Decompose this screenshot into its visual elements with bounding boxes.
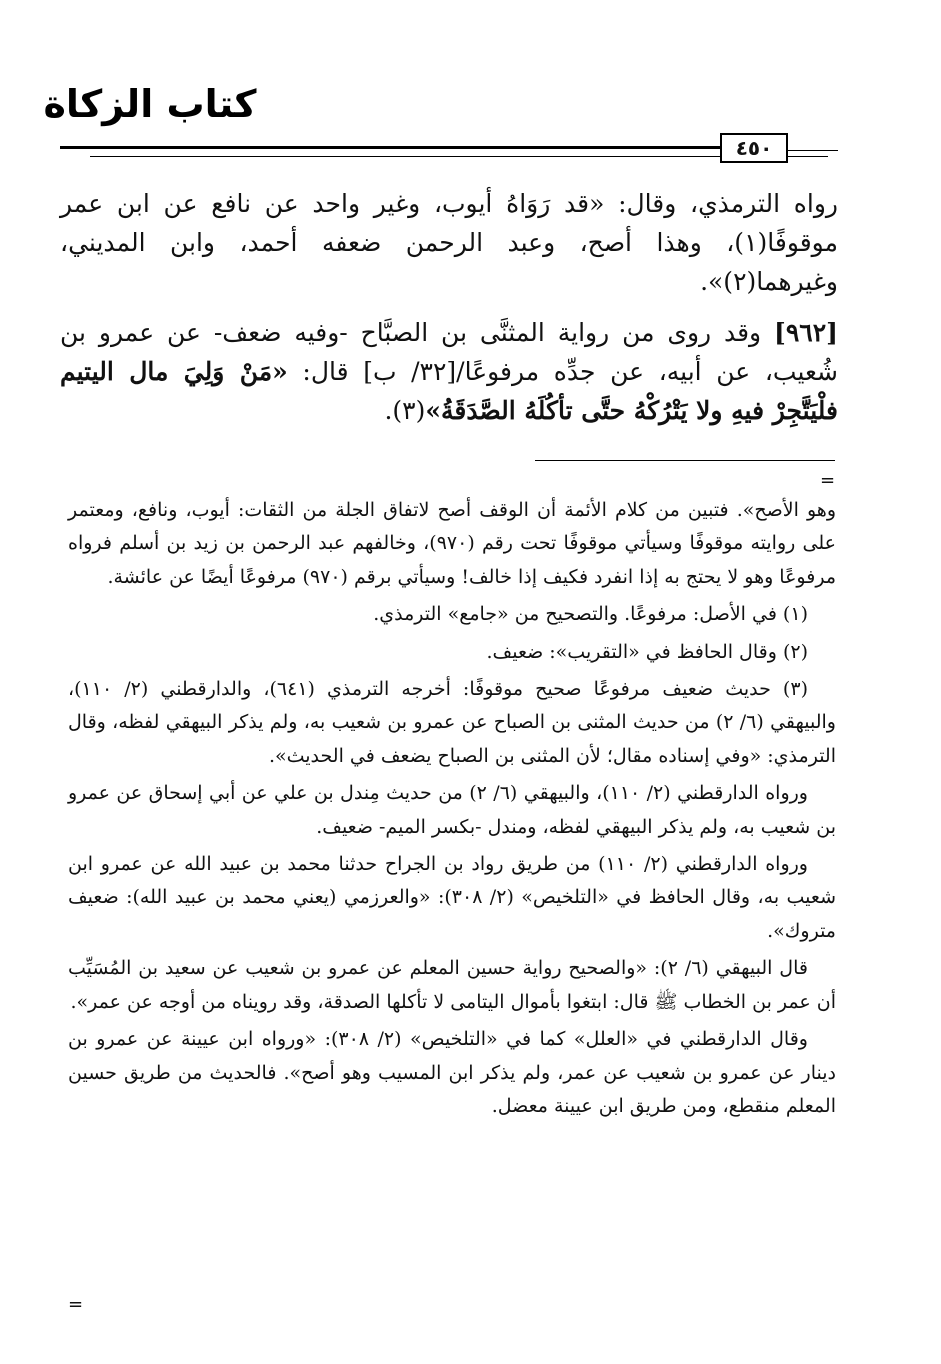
page-number: ٤٥٠ (720, 133, 788, 163)
footnote-3-paragraph-3: ورواه الدارقطني (٢/ ١١٠) من طريق رواد بن الجراح حدثنا محمد بن عبيد الله عن عمرو ابن شعيب به، وقال الحافظ في «التلخيص» (٢/ ٣٠٨): «والعرزمي (يعني محمد بن عبيد الله): ضعيف متروك». (68, 853, 836, 942)
footnote-continuation: وهو الأصح». فتبين من كلام الأئمة أن الوقف أصح لاتفاق الجلة من الثقات: أيوب، ونافع، ومعتمر على روايته موقوفًا وسيأتي موقوفًا تحت رقم (٩٧٠)، وخالفهم عبد الرحمن بن زيد بن أسلم فرواه مرفوعًا وهو لا يحتج به إذا انفرد فكيف إذا خالف! وسيأتي برقم (٩٧٠) مرفوعًا أيضًا عن عائشة. (68, 499, 836, 588)
header-rule-thin (90, 156, 720, 157)
footnote-2: (٢) وقال الحافظ في «التقريب»: ضعيف. (486, 640, 808, 663)
page-header (0, 0, 941, 175)
main-paragraph-2 (60, 313, 838, 430)
header-rule-right-lower (788, 156, 828, 157)
footnote-3-paragraph-2: ورواه الدارقطني (٢/ ١١٠)، والبيهقي (٦/ ٢) من حديث مِندل بن علي عن أبي إسحاق عن عمرو بن شعيب به، ولم يذكر البيهقي لفظه، ومندل -بكسر الميم- ضعيف. (68, 782, 836, 838)
footnote-continued-marker: = (820, 470, 836, 491)
header-rule-thick (60, 146, 720, 149)
hadith-footnote-ref: (٣). (384, 396, 426, 425)
footnote-separator (535, 460, 835, 461)
hadith-text: «مَنْ وَلِيَ مال اليتيم فلْيَتَّجِرْ فيهِ ولا يَتْرُكْهُ حتَّى تأكُلَهُ الصَّدَقَةُ» (60, 357, 838, 425)
book-title: كتاب الزكاة (43, 82, 257, 126)
main-paragraph-1: رواه الترمذي، وقال: «قد رَوَاهُ أيوب، وغير واحد عن نافع عن ابن عمر موقوفًا(١)، وهذا أصح، وعبد الرحمن ضعفه أحمد، وابن المديني، وغيرهما(٢)». (60, 189, 838, 296)
main-text (60, 184, 838, 442)
header-rule-right (788, 150, 838, 151)
footnote-3-paragraph-4: قال البيهقي (٦/ ٢): «والصحيح رواية حسين المعلم عن عمرو بن شعيب عن سعيد بن المُسَيِّب أن عمر بن الخطاب ﷺ قال: ابتغوا بأموال اليتامى لا تأكلها الصدقة، وقد رويناه من أوجه عن عمر». (68, 957, 836, 1013)
footnote-3: (٣) حديث ضعيف مرفوعًا صحيح موقوفًا: أخرجه الترمذي (٦٤١)، والدارقطني (٢/ ١١٠)، والبيهقي (٦/ ٢) من حديث المثنى بن الصباح عن عمرو بن شعيب به، ولم يذكر البيهقي لفظه، وقال الترمذي: «وفي إسناده مقال؛ لأن المثنى بن الصباح يضعف في الحديث». (68, 678, 836, 767)
footnote-1: (١) في الأصل: مرفوعًا. والتصحيح من «جامع» الترمذي. (373, 603, 808, 626)
footnotes (68, 494, 836, 1127)
hadith-chain: وقد روى من رواية المثنَّى بن الصبَّاح -وفيه ضعف- عن عمرو بن شُعيب، عن أبيه، عن جدِّه مرفوعًا/[٣٢/ ب] قال: (60, 318, 838, 386)
footnote-continues-marker: = (68, 1294, 84, 1315)
hadith-number: [٩٦٢] (774, 318, 838, 347)
footnote-3-paragraph-5: وقال الدارقطني في «العلل» كما في «التلخيص» (٢/ ٣٠٨): «ورواه ابن عيينة عن عمرو بن دينار عن عمرو بن شعيب عن عمر، ولم يذكر ابن المسيب وهو أصح». فالحديث من طريق حسين المعلم منقطع، ومن طريق ابن عيينة معضل. (68, 1028, 836, 1117)
